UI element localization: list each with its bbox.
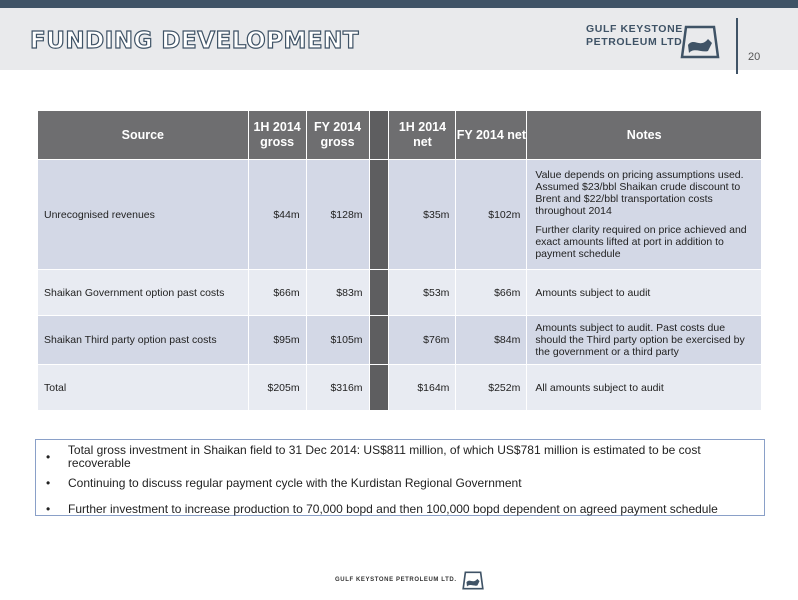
cell-source: Shaikan Third party option past costs — [38, 316, 249, 365]
column-header-1h-gross-label: 1H 2014 gross — [253, 120, 301, 149]
table-row-total — [38, 365, 762, 411]
column-separator — [369, 270, 389, 316]
column-header-fy-gross: FY 2014 gross — [306, 111, 369, 160]
note-text: Further clarity required on price achieved and exact amounts lifted at port in addition to payment schedule — [535, 224, 747, 260]
bullet-icon: • — [46, 449, 51, 464]
cell-1h-net: $35m — [389, 160, 456, 270]
table-row — [38, 160, 762, 270]
cell-fy-gross: $316m — [306, 365, 369, 411]
column-header-fy-net: FY 2014 net — [456, 111, 527, 160]
cell-1h-gross: $66m — [248, 270, 306, 316]
key-points-box — [35, 439, 765, 516]
cell-fy-gross: $83m — [306, 270, 369, 316]
slide-header — [0, 8, 798, 70]
cell-source: Total — [38, 365, 249, 411]
bullet-text: Further investment to increase production to 70,000 bopd and then 100,000 bopd dependent on agreed payment schedule — [68, 501, 718, 516]
note-text: All amounts subject to audit — [535, 381, 664, 394]
cell-1h-net: $76m — [389, 316, 456, 365]
keystone-logo-icon — [461, 570, 485, 590]
bullet-item — [46, 444, 764, 470]
column-separator — [369, 365, 389, 411]
cell-fy-gross: $128m — [306, 160, 369, 270]
cell-fy-net: $102m — [456, 160, 527, 270]
column-header-1h-net: 1H 2014 net — [389, 111, 456, 160]
footer-logo-text: GULF KEYSTONE PETROLEUM LTD. — [335, 577, 457, 583]
top-bar — [0, 0, 798, 8]
table-header-row — [38, 111, 762, 160]
cell-notes — [527, 160, 762, 270]
logo-line-2: PETROLEUM LTD. — [586, 36, 686, 48]
cell-fy-gross: $105m — [306, 316, 369, 365]
column-header-source: Source — [38, 111, 249, 160]
cell-fy-net: $84m — [456, 316, 527, 365]
cell-1h-net: $53m — [389, 270, 456, 316]
header-divider — [736, 18, 738, 74]
cell-1h-gross: $205m — [248, 365, 306, 411]
page-title: FUNDING DEVELOPMENT — [30, 28, 360, 54]
table-row — [38, 270, 762, 316]
column-header-1h-gross — [248, 111, 306, 160]
keystone-logo-icon — [678, 23, 722, 59]
cell-1h-gross: $44m — [248, 160, 306, 270]
cell-source: Unrecognised revenues — [38, 160, 249, 270]
bullet-icon: • — [46, 475, 51, 490]
note-text: Amounts subject to audit — [535, 286, 651, 299]
column-separator — [369, 160, 389, 270]
bullet-text: Continuing to discuss regular payment cycle with the Kurdistan Regional Government — [68, 475, 522, 490]
column-header-notes: Notes — [527, 111, 762, 160]
note-text: Amounts subject to audit. Past costs due should the Third party option be exercised by the government or a third party — [535, 322, 745, 358]
table-row — [38, 316, 762, 365]
funding-table — [37, 110, 762, 411]
cell-notes — [527, 316, 762, 365]
column-separator — [369, 316, 389, 365]
cell-1h-gross: $95m — [248, 316, 306, 365]
column-separator — [369, 111, 389, 160]
cell-fy-net: $66m — [456, 270, 527, 316]
footer-logo — [335, 570, 485, 590]
bullet-text: Total gross investment in Shaikan field to 31 Dec 2014: US$811 million, of which US$781 million is estimated to be cost recoverable — [67, 443, 701, 470]
cell-1h-net: $164m — [389, 365, 456, 411]
company-logo — [586, 23, 731, 63]
bullet-item — [46, 496, 764, 522]
note-text: Value depends on pricing assumptions used. Assumed $23/bbl Shaikan crude discount to Brent and $22/bbl transportation costs throughout 2014 — [535, 169, 744, 217]
page-number: 20 — [748, 51, 761, 63]
cell-fy-net: $252m — [456, 365, 527, 411]
bullet-item — [46, 470, 764, 496]
bullet-icon: • — [46, 501, 51, 516]
logo-line-1: GULF KEYSTONE — [586, 23, 683, 35]
cell-notes — [527, 270, 762, 316]
cell-source: Shaikan Government option past costs — [38, 270, 249, 316]
cell-notes — [527, 365, 762, 411]
